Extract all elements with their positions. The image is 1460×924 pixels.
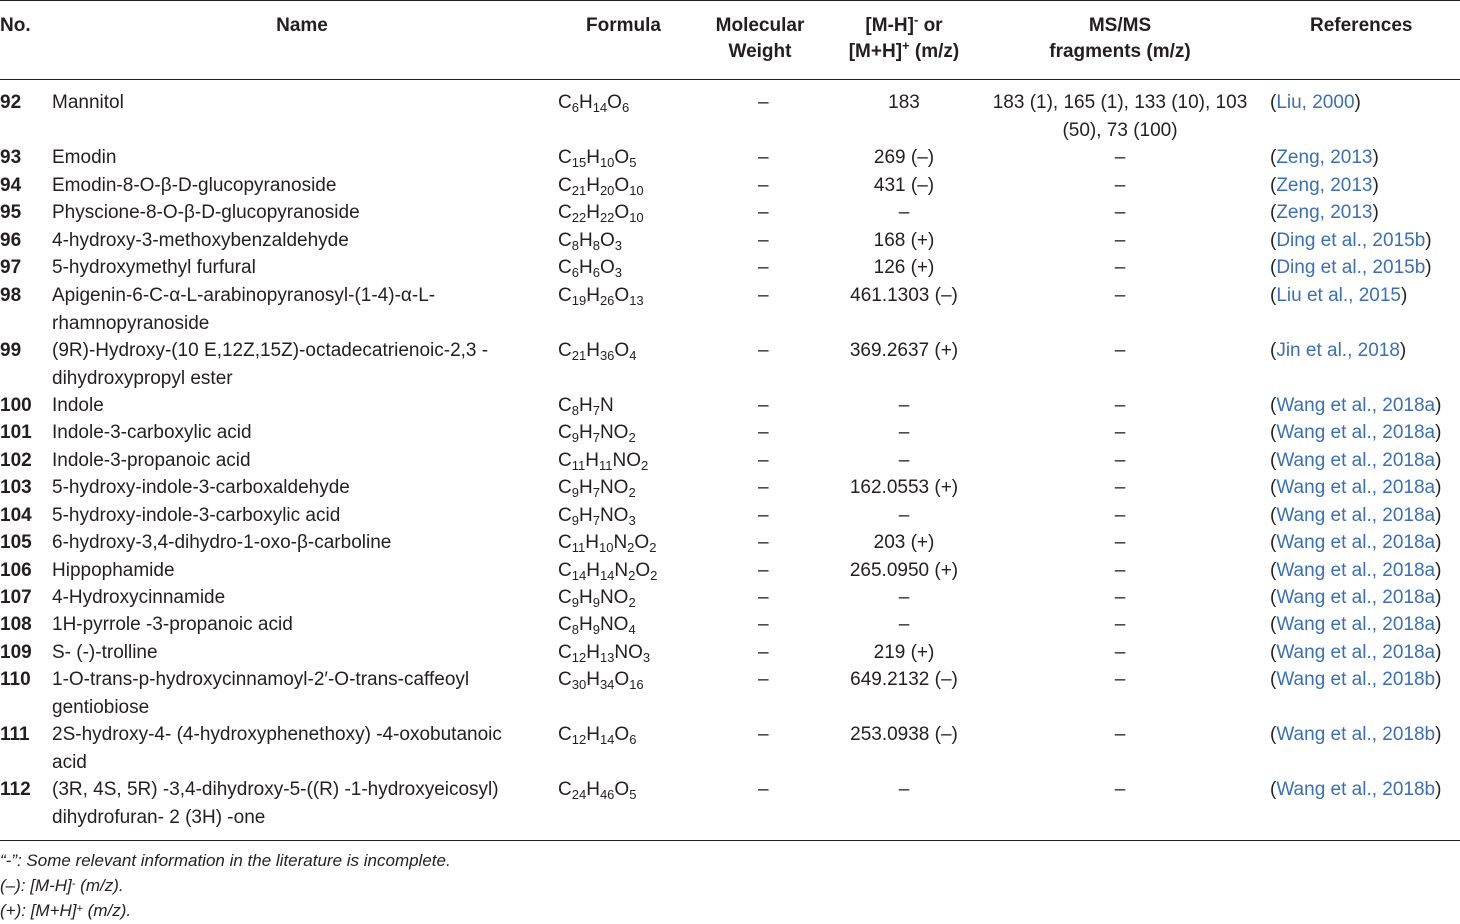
ion-mz: 126 (+)	[873, 257, 935, 278]
msms-fragments: –	[1114, 724, 1126, 745]
compound-name: 2S-hydroxy-4- (4-hydroxyphenethoxy) -4-oxobutanoic acid	[52, 724, 502, 773]
compound-name: Emodin-8-O-β-D-glucopyranoside	[52, 175, 337, 196]
compound-name: 4-hydroxy-3-methoxybenzaldehyde	[52, 230, 349, 251]
compound-formula: $C_{12}H_{13}NO_3$	[558, 642, 651, 665]
compound-name: Apigenin-6-C-α-L-arabinopyranosyl-(1-4)-α-L-rhamnopyranoside	[52, 285, 436, 334]
reference-link[interactable]: Wang et al., 2018b	[1276, 779, 1436, 800]
compound-formula: $C_{30}H_{34}O_{16}$	[558, 669, 644, 692]
ion-mz: –	[898, 422, 910, 443]
reference-link[interactable]: Wang et al., 2018a	[1276, 614, 1436, 635]
reference-citation: (Wang et al., 2018b)	[1270, 724, 1442, 745]
reference-citation: (Wang et al., 2018a)	[1270, 560, 1442, 581]
header-bottom-rule	[0, 79, 1460, 80]
reference-link[interactable]: Wang et al., 2018a	[1276, 560, 1436, 581]
msms-fragments: –	[1114, 614, 1126, 635]
compound-name: 6-hydroxy-3,4-dihydro-1-oxo-β-carboline	[52, 532, 392, 553]
ion-mz: –	[898, 779, 910, 800]
compound-number: 97	[0, 257, 22, 278]
compound-number: 92	[0, 92, 22, 113]
compound-formula: $C_9H_7NO_2$	[558, 477, 636, 500]
compound-number: 109	[0, 642, 32, 663]
reference-link[interactable]: Wang et al., 2018a	[1276, 395, 1436, 416]
molecular-weight: –	[758, 422, 769, 443]
compound-number: 102	[0, 450, 32, 471]
compound-formula: $C_{22}H_{22}O_{10}$	[558, 202, 644, 225]
msms-fragments: –	[1114, 587, 1126, 608]
msms-fragments: –	[1114, 505, 1126, 526]
reference-citation: (Wang et al., 2018a)	[1270, 532, 1442, 553]
molecular-weight: –	[758, 669, 769, 690]
compound-number: 96	[0, 230, 22, 251]
msms-fragments: –	[1114, 560, 1126, 581]
msms-fragments: –	[1114, 642, 1126, 663]
msms-fragments: 183 (1), 165 (1), 133 (10), 103 (50), 73 (100)	[992, 92, 1248, 141]
reference-citation: (Zeng, 2013)	[1270, 175, 1379, 196]
molecular-weight: –	[758, 395, 769, 416]
reference-citation: (Wang et al., 2018b)	[1270, 669, 1442, 690]
compound-name: Physcione-8-O-β-D-glucopyranoside	[52, 202, 360, 223]
compound-name: Hippophamide	[52, 560, 175, 581]
reference-citation: (Zeng, 2013)	[1270, 202, 1379, 223]
compound-number: 107	[0, 587, 32, 608]
ion-mz: –	[898, 202, 910, 223]
ion-mz: 183	[888, 92, 920, 113]
compound-name: 5-hydroxymethyl furfural	[52, 257, 256, 278]
compound-formula: $C_{11}H_{10}N_2O_2$	[558, 532, 657, 555]
msms-fragments: –	[1114, 340, 1126, 361]
reference-citation: (Wang et al., 2018a)	[1270, 450, 1442, 471]
ion-mz: 265.0950 (+)	[849, 560, 959, 581]
reference-citation: (Wang et al., 2018a)	[1270, 422, 1442, 443]
msms-fragments: –	[1114, 532, 1126, 553]
molecular-weight: –	[758, 642, 769, 663]
compound-formula: $C_{21}H_{20}O_{10}$	[558, 175, 644, 198]
header-name: Name	[276, 15, 328, 36]
compound-formula: $C_{15}H_{10}O_5$	[558, 147, 637, 170]
compound-name: Indole	[52, 395, 104, 416]
reference-link[interactable]: Zeng, 2013	[1276, 147, 1373, 168]
table-top-rule	[0, 0, 1460, 1]
reference-link[interactable]: Wang et al., 2018a	[1276, 477, 1436, 498]
msms-fragments: –	[1114, 669, 1126, 690]
molecular-weight: –	[758, 92, 769, 113]
compound-formula: $C_{19}H_{26}O_{13}$	[558, 285, 644, 308]
molecular-weight: –	[758, 147, 769, 168]
molecular-weight: –	[758, 285, 769, 306]
ion-mz: –	[898, 505, 910, 526]
compound-formula: $C_8H_7N$	[558, 395, 614, 418]
compound-formula: $C_6H_6O_3$	[558, 257, 622, 280]
ion-mz: 461.1303 (–)	[850, 285, 958, 306]
compound-number: 101	[0, 422, 32, 443]
ion-mz: 269 (–)	[873, 147, 935, 168]
reference-citation: (Wang et al., 2018a)	[1270, 587, 1442, 608]
reference-citation: (Wang et al., 2018a)	[1270, 642, 1442, 663]
reference-citation: (Jin et al., 2018)	[1270, 340, 1407, 361]
compound-formula: $C_8H_9NO_4$	[558, 614, 636, 637]
molecular-weight: –	[758, 450, 769, 471]
msms-fragments: –	[1114, 779, 1126, 800]
compound-number: 99	[0, 340, 22, 361]
reference-citation: (Wang et al., 2018a)	[1270, 477, 1442, 498]
reference-citation: (Zeng, 2013)	[1270, 147, 1379, 168]
compound-name: 1-O-trans-p-hydroxycinnamoyl-2′-O-trans-caffeoyl gentiobiose	[52, 669, 470, 718]
msms-fragments: –	[1114, 285, 1126, 306]
reference-link[interactable]: Jin et al., 2018	[1276, 340, 1400, 361]
msms-fragments: –	[1114, 395, 1126, 416]
msms-fragments: –	[1114, 422, 1126, 443]
reference-link[interactable]: Liu et al., 2015	[1276, 285, 1401, 306]
compound-name: 5-hydroxy-indole-3-carboxylic acid	[52, 505, 341, 526]
header-msms-fragments: MS/MS fragments (m/z)	[1049, 15, 1191, 62]
compound-name: 4-Hydroxycinnamide	[52, 587, 226, 608]
msms-fragments: –	[1114, 230, 1126, 251]
molecular-weight: –	[758, 724, 769, 745]
molecular-weight: –	[758, 175, 769, 196]
compound-number: 108	[0, 614, 32, 635]
compound-number: 103	[0, 477, 32, 498]
compound-formula: $C_{12}H_{14}O_6$	[558, 724, 637, 747]
reference-link[interactable]: Zeng, 2013	[1276, 202, 1373, 223]
compound-formula: $C_{24}H_{46}O_5$	[558, 779, 637, 802]
footnote-minus: (–): [M-H]- (m/z).	[0, 876, 124, 895]
ion-mz: 431 (–)	[873, 175, 935, 196]
molecular-weight: –	[758, 614, 769, 635]
molecular-weight: –	[758, 340, 769, 361]
compound-name: Indole-3-carboxylic acid	[52, 422, 252, 443]
msms-fragments: –	[1114, 175, 1126, 196]
reference-citation: (Liu, 2000)	[1270, 92, 1361, 113]
ion-mz: 253.0938 (–)	[850, 724, 958, 745]
reference-citation: (Wang et al., 2018b)	[1270, 779, 1442, 800]
reference-link[interactable]: Liu, 2000	[1276, 92, 1355, 113]
compound-formula: $C_9H_9NO_2$	[558, 587, 636, 610]
compound-number: 94	[0, 175, 22, 196]
compound-name: (3R, 4S, 5R) -3,4-dihydroxy-5-((R) -1-hydroxyeicosyl) dihydrofuran- 2 (3H) -one	[52, 779, 499, 828]
reference-link[interactable]: Wang et al., 2018a	[1276, 642, 1436, 663]
ion-mz: –	[898, 395, 910, 416]
molecular-weight: –	[758, 587, 769, 608]
msms-fragments: –	[1114, 450, 1126, 471]
molecular-weight: –	[758, 779, 769, 800]
compound-number: 112	[0, 779, 31, 800]
reference-link[interactable]: Wang et al., 2018a	[1276, 505, 1436, 526]
compound-number: 95	[0, 202, 22, 223]
compound-formula: $C_6H_{14}O_6$	[558, 92, 630, 115]
compound-name: Mannitol	[52, 92, 124, 113]
compound-formula: $C_{21}H_{36}O_4$	[558, 340, 637, 363]
header-molecular-weight: Molecular Weight	[715, 15, 805, 62]
compound-number: 110	[0, 669, 31, 690]
compound-number: 111	[0, 724, 30, 745]
footnote-incomplete: “-”: Some relevant information in the literature is incomplete.	[0, 851, 451, 870]
ion-mz: 203 (+)	[873, 532, 935, 553]
header-ion: [M-H]- or [M+H]+ (m/z)	[848, 12, 960, 62]
compound-name: 1H-pyrrole -3-propanoic acid	[52, 614, 293, 635]
reference-citation: (Liu et al., 2015)	[1270, 285, 1408, 306]
molecular-weight: –	[758, 560, 769, 581]
compound-number: 100	[0, 395, 32, 416]
compound-formula: $C_{14}H_{14}N_2O_2$	[558, 560, 658, 583]
msms-fragments: –	[1114, 477, 1126, 498]
compound-formula: $C_9H_7NO_3$	[558, 505, 636, 528]
ion-mz: 369.2637 (+)	[849, 340, 959, 361]
ion-mz: 162.0553 (+)	[849, 477, 959, 498]
compound-name: S- (-)-trolline	[52, 642, 158, 663]
molecular-weight: –	[758, 477, 769, 498]
msms-fragments: –	[1114, 257, 1126, 278]
ion-mz: –	[898, 450, 910, 471]
compound-name: (9R)-Hydroxy-(10 E,12Z,15Z)-octadecatrienoic-2,3 -dihydroxypropyl ester	[52, 340, 489, 389]
ion-mz: –	[898, 587, 910, 608]
reference-citation: (Ding et al., 2015b)	[1270, 230, 1432, 251]
reference-link[interactable]: Ding et al., 2015b	[1276, 230, 1426, 251]
ion-mz: 649.2132 (–)	[850, 669, 958, 690]
reference-link[interactable]: Zeng, 2013	[1276, 175, 1373, 196]
compound-name: Emodin	[52, 147, 117, 168]
ion-mz: –	[898, 614, 910, 635]
reference-citation: (Wang et al., 2018a)	[1270, 395, 1442, 416]
reference-citation: (Ding et al., 2015b)	[1270, 257, 1432, 278]
header-formula: Formula	[586, 15, 661, 36]
compound-name: Indole-3-propanoic acid	[52, 450, 251, 471]
molecular-weight: –	[758, 230, 769, 251]
ion-mz: 168 (+)	[873, 230, 935, 251]
reference-link[interactable]: Wang et al., 2018b	[1276, 724, 1436, 745]
table-bottom-rule	[0, 840, 1460, 841]
compound-number: 104	[0, 505, 32, 526]
reference-citation: (Wang et al., 2018a)	[1270, 614, 1442, 635]
compound-number: 105	[0, 532, 32, 553]
footnote-plus: (+): [M+H]+ (m/z).	[0, 901, 132, 920]
msms-fragments: –	[1114, 147, 1126, 168]
molecular-weight: –	[758, 532, 769, 553]
molecular-weight: –	[758, 257, 769, 278]
compound-formula: $C_{11}H_{11}NO_2$	[558, 450, 649, 473]
reference-link[interactable]: Wang et al., 2018a	[1276, 450, 1436, 471]
compound-number: 93	[0, 147, 22, 168]
compound-formula: $C_9H_7NO_2$	[558, 422, 636, 445]
reference-link[interactable]: Wang et al., 2018b	[1276, 669, 1436, 690]
reference-link[interactable]: Wang et al., 2018a	[1276, 422, 1436, 443]
compound-number: 106	[0, 560, 32, 581]
header-no: No.	[0, 15, 31, 36]
compound-number: 98	[0, 285, 22, 306]
compound-name: 5-hydroxy-indole-3-carboxaldehyde	[52, 477, 350, 498]
reference-citation: (Wang et al., 2018a)	[1270, 505, 1442, 526]
compound-formula: $C_8H_8O_3$	[558, 230, 622, 253]
molecular-weight: –	[758, 505, 769, 526]
msms-fragments: –	[1114, 202, 1126, 223]
reference-link[interactable]: Wang et al., 2018a	[1276, 587, 1436, 608]
reference-link[interactable]: Wang et al., 2018a	[1276, 532, 1436, 553]
ion-mz: 219 (+)	[873, 642, 935, 663]
reference-link[interactable]: Ding et al., 2015b	[1276, 257, 1426, 278]
molecular-weight: –	[758, 202, 769, 223]
header-references: References	[1310, 15, 1413, 36]
